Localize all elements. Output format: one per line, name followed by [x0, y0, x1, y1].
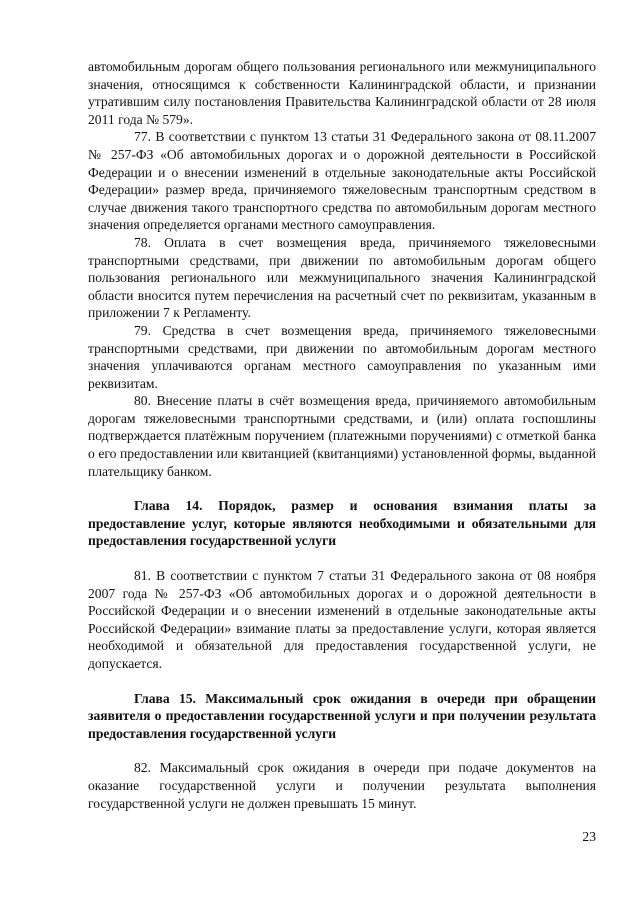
paragraph-80: 80. Внесение платы в счёт возмещения вреда, причиняемого автомобильным дорогам тяжеловесными транспортными средствами, и (или) оплата госпошлины подтверждается платёжным поручением (платежными поручениями) с отметкой банка о его предоставлении или квитанцией (квитанциями) установленной формы, выданной плательщику банком.: [88, 393, 596, 479]
paragraph-81: 81. В соответствии с пунктом 7 статьи 31 Федерального закона от 08 ноября 2007 года № 257-ФЗ «Об автомобильных дорогах и о дорожной деятельности в Российской Федерации и о внесении изменений в отдельные законодательные акты Российской Федерации» взимание платы за предоставление услуги, которая является необходимой и обязательной для предоставления государственной услуги, не допускается.: [88, 568, 596, 671]
paragraph-78: 78. Оплата в счет возмещения вреда, причиняемого тяжеловесными транспортными средствами, при движении по автомобильным дорогам общего пользования регионального или межмуниципального значения Калининградской области вносится путем перечисления на расчетный счет по реквизитам, указанным в приложении 7 к Регламенту.: [88, 234, 596, 321]
document-page: [88, 58, 596, 812]
page-number: 23: [582, 829, 596, 844]
paragraph-77: 77. В соответствии с пунктом 13 статьи 31 Федерального закона от 08.11.2007 № 257-ФЗ «Об автомобильных дорогах и о дорожной деятельности в Российской Федерации и о внесении изменений в отдельные законодательные акты Российской Федерации» размер вреда, причиняемого тяжеловесным транспортным средством в случае движения такого транспортного средства по автомобильным дорогам местного значения определяется органами местного самоуправления.: [88, 129, 596, 233]
paragraph-79: 79. Средства в счет возмещения вреда, причиняемого тяжеловесными транспортными средствами, при движении по автомобильным дорогам местного значения уплачиваются органам местного самоуправления по указанным ими реквизитам.: [88, 322, 596, 391]
chapter-14-heading: Глава 14. Порядок, размер и основания взимания платы за предоставление услуг, которые являются необходимыми и обязательными для предоставления государственной услуги: [88, 498, 596, 549]
paragraph-continued: автомобильным дорогам общего пользования регионального или межмуниципального значения, относящимся к собственности Калининградской области, и признании утратившим силу постановления Правительства Калининградской области от 28 июля 2011 года № 579».: [88, 59, 596, 127]
paragraph-82: 82. Максимальный срок ожидания в очереди при подаче документов на оказание государственной услуги и получении результата выполнения государственной услуги не должен превышать 15 минут.: [88, 760, 596, 811]
chapter-15-heading: Глава 15. Максимальный срок ожидания в очереди при обращении заявителя о предоставлении государственной услуги и при получении результата предоставления государственной услуги: [88, 690, 596, 741]
